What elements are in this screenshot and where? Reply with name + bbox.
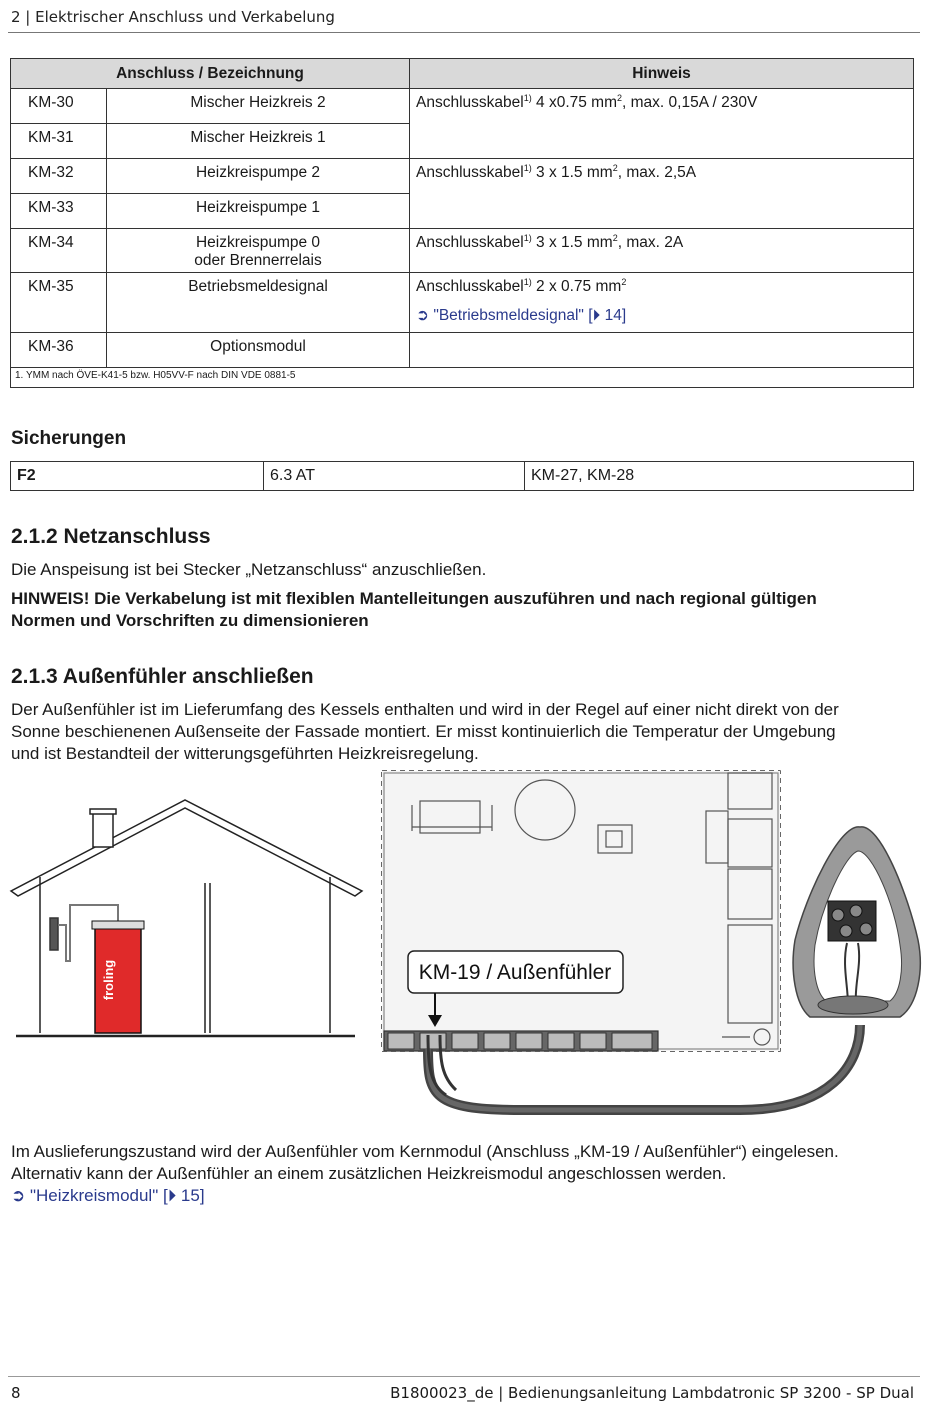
section-heading-netzanschluss: 2.1.2 Netzanschluss <box>11 525 211 548</box>
fuses-heading: Sicherungen <box>11 428 127 449</box>
hinweis-note: HINWEIS! Die Verkabelung ist mit flexiblen Mantelleitungen auszuführen und nach regional gültigen Normen und Vorschriften zu dimensionieren <box>11 589 817 630</box>
connection-code: KM-35 <box>11 273 107 333</box>
connection-code: KM-30 <box>11 89 107 124</box>
table-row <box>11 194 914 229</box>
triangle-right-icon: ⏵ <box>167 1186 177 1205</box>
fuses-table <box>10 461 914 491</box>
table-row <box>11 124 914 159</box>
table-row <box>11 229 914 273</box>
page-number: 8 <box>11 1384 21 1402</box>
header-divider <box>8 32 920 33</box>
wiring-illustration <box>0 765 950 1125</box>
hint-cell: Anschlusskabel$^{1)}$ 2 x 0.75 $mm^2$ ➲ "Betriebsmeldesignal" [⏵ 14] <box>410 273 914 333</box>
connection-code: KM-36 <box>11 333 107 368</box>
hint-cell-empty <box>410 194 914 229</box>
column-header-hint: Hinweis <box>410 59 914 89</box>
table-footnote-row <box>11 368 914 388</box>
table-header-row <box>11 59 914 89</box>
boiler-brand: froling <box>101 959 116 1001</box>
outdoor-sensor <box>793 827 920 1017</box>
table-row <box>11 462 914 491</box>
connection-name: Mischer Heizkreis 2 <box>107 89 410 124</box>
table-row <box>11 333 914 368</box>
connection-name: Heizkreispumpe 2 <box>107 159 410 194</box>
hint-cell: Anschlusskabel$^{1)}$ 3 x 1.5 $mm^2$, max. 2A <box>410 229 914 273</box>
aussenfuehler-text: Der Außenfühler ist im Lieferumfang des Kessels enthalten und wird in der Regel auf einer nicht direkt von der Sonne beschienenen Außenseite der Fassade montiert. Er misst kontinuierlich die Temperatur der Umgebung und ist Bestandteil der witterungsgeführten Heizkreisregelung. <box>11 700 839 763</box>
triangle-right-icon: ⏵ <box>592 307 601 324</box>
connection-name: Mischer Heizkreis 1 <box>107 124 410 159</box>
hint-cell-empty <box>410 333 914 368</box>
connection-code: KM-34 <box>11 229 107 273</box>
connection-table <box>10 58 914 388</box>
section-heading-aussenfuehler: 2.1.3 Außenfühler anschließen <box>11 665 314 688</box>
connection-name: Heizkreispumpe 1 <box>107 194 410 229</box>
connection-code: KM-33 <box>11 194 107 229</box>
callout-label: KM-19 / Außenfühler <box>418 961 612 984</box>
hint-cell-empty <box>410 124 914 159</box>
fuse-applies: KM-27, KM-28 <box>525 462 914 491</box>
connection-name: Betriebsmeldesignal <box>107 273 410 333</box>
link-arrow-icon: ➲ <box>416 307 429 324</box>
column-header-connection: Anschluss / Bezeichnung <box>11 59 410 89</box>
house-drawing <box>11 800 362 1036</box>
table-footnote: 1. YMM nach ÖVE-K41-5 bzw. H05VV-F nach DIN VDE 0881-5 <box>11 368 914 388</box>
fuse-name: F2 <box>11 462 264 491</box>
connection-name: Heizkreispumpe 0 oder Brennerrelais <box>107 229 410 273</box>
hint-cell: Anschlusskabel$^{1)}$ 4 x0.75 $mm^2$, max. 0,15A / 230V <box>410 89 914 124</box>
fuse-value: 6.3 AT <box>264 462 525 491</box>
connection-name: Optionsmodul <box>107 333 410 368</box>
hint-cell: Anschlusskabel$^{1)}$ 3 x 1.5 $mm^2$, max. 2,5A <box>410 159 914 194</box>
page-header-title: 2 | Elektrischer Anschluss und Verkabelung <box>11 8 335 26</box>
heizkreismodul-link[interactable]: ➲ "Heizkreismodul" [⏵ 15] <box>11 1186 205 1205</box>
connection-code: KM-31 <box>11 124 107 159</box>
connection-code: KM-32 <box>11 159 107 194</box>
betriebsmeldesignal-link[interactable]: ➲ "Betriebsmeldesignal" [⏵ 14] <box>416 307 627 324</box>
table-row <box>11 89 914 124</box>
link-arrow-icon: ➲ <box>11 1186 26 1205</box>
netzanschluss-text: Die Anspeisung ist bei Stecker „Netzanschluss“ anzuschließen. <box>11 560 487 579</box>
after-figure-text: Im Auslieferungszustand wird der Außenfühler vom Kernmodul (Anschluss „KM-19 / Außenfühler“) eingelesen. Alternativ kann der Außenfühler an einem zusätzlichen Heizkreismodul angeschlossen werden. ➲ "Heizkreismodul" [⏵ 15] <box>11 1141 911 1207</box>
table-row <box>11 273 914 333</box>
footer-divider <box>8 1376 920 1377</box>
control-board <box>382 771 780 1051</box>
document-reference: B1800023_de | Bedienungsanleitung Lambdatronic SP 3200 - SP Dual <box>390 1384 914 1402</box>
table-row <box>11 159 914 194</box>
